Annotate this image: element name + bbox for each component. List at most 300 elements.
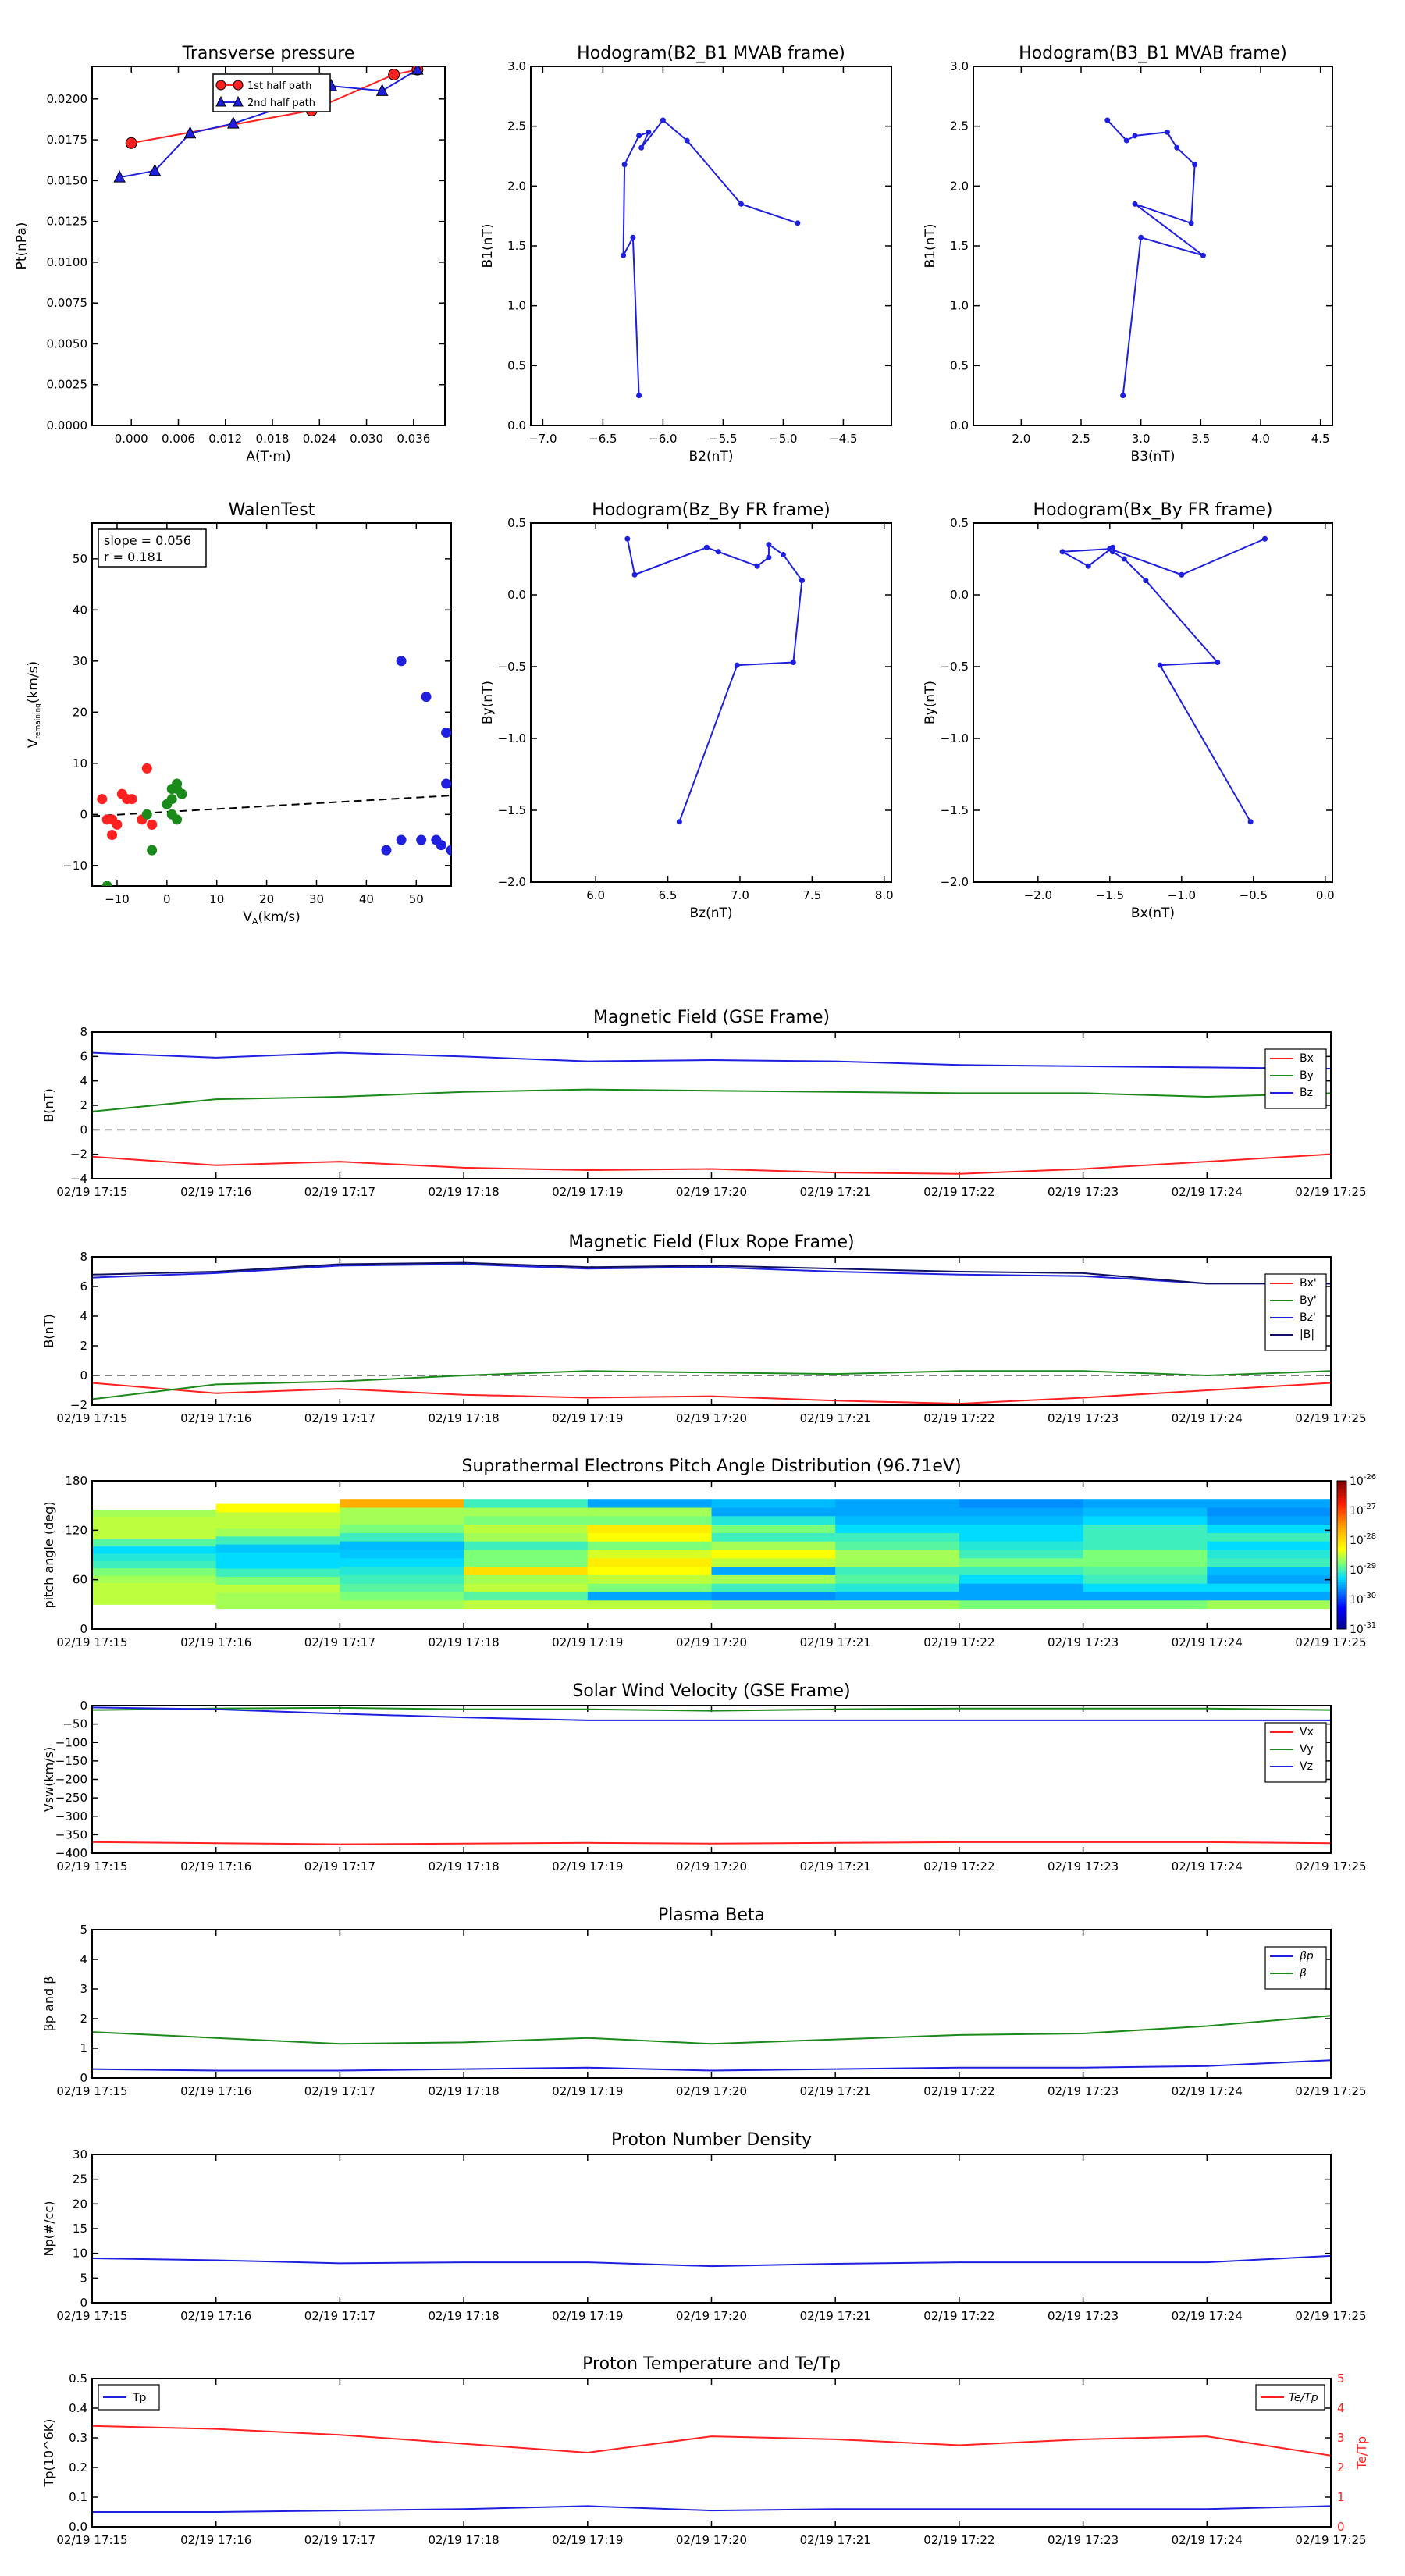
x-tick-label: 02/19 17:15 (56, 1859, 128, 1873)
plot-frame (92, 1706, 1331, 1853)
heatmap-cell (340, 1507, 464, 1516)
x-tick-label: 10 (209, 892, 225, 906)
heatmap-cell (216, 1585, 340, 1593)
y-tick-label: 0 (80, 2071, 87, 2085)
x-tick-label: 02/19 17:17 (304, 2533, 376, 2547)
chart-title: Transverse pressure (182, 44, 355, 63)
colorbar-cell (1337, 1525, 1346, 1528)
x-axis-label: B2(nT) (688, 449, 734, 464)
data-point (416, 835, 426, 845)
heatmap-cell (835, 1592, 959, 1600)
data-point (636, 133, 642, 138)
colorbar-cell (1337, 1567, 1346, 1571)
plot-frame (531, 66, 891, 425)
y-tick-label: 0.0150 (46, 173, 87, 188)
heatmap-cell (835, 1507, 959, 1516)
plot-area (92, 2256, 1331, 2266)
x-tick-label: 02/19 17:20 (675, 2084, 748, 2098)
y-tick-label: −0.5 (940, 660, 969, 674)
y-tick-label: −1.0 (940, 731, 969, 745)
x-axis-label-unit: (km/s) (258, 909, 301, 925)
x-tick-label: 02/19 17:23 (1047, 2533, 1119, 2547)
data-point (638, 145, 644, 151)
heatmap-cell (712, 1516, 836, 1525)
series-line-0 (624, 120, 798, 396)
colorbar-cell (1337, 1540, 1346, 1543)
y-tick-label: −350 (55, 1827, 87, 1842)
y-tick-label: 0.0 (507, 418, 526, 432)
x-tick-label: 02/19 17:18 (428, 1635, 500, 1649)
heatmap-cell (464, 1516, 588, 1525)
y-tick-label: 30 (72, 653, 87, 668)
y-tick-label: 60 (72, 1572, 87, 1587)
chart-h1 (480, 44, 891, 464)
colorbar-cell (1337, 1622, 1346, 1625)
heatmap-cell (1083, 1600, 1208, 1609)
x-tick-label: 0.012 (208, 432, 243, 446)
y-axis-label: By(nT) (480, 680, 496, 725)
y-axis-label: B1(nT) (923, 223, 938, 269)
colorbar-cell (1337, 1481, 1346, 1484)
data-point (1124, 138, 1129, 144)
colorbar-cell (1337, 1506, 1346, 1509)
y-tick-label: 0.5 (950, 516, 969, 530)
data-point (102, 881, 112, 891)
x-tick-label: 02/19 17:21 (799, 1185, 871, 1199)
y-tick-label: 30 (72, 2147, 87, 2161)
heatmap-cell (340, 1541, 464, 1550)
data-point (646, 130, 651, 135)
x-axis-label: $V_A(km/s)$ (243, 909, 301, 927)
colorbar-exp: -30 (1363, 1592, 1377, 1600)
heatmap-cell (959, 1583, 1083, 1592)
data-point (177, 789, 187, 799)
chart-walen (26, 500, 457, 927)
data-point (97, 794, 107, 804)
data-point (1189, 220, 1194, 226)
data-point (397, 656, 407, 666)
x-tick-label: 02/19 17:22 (923, 1411, 995, 1425)
series-line-Np (92, 2256, 1331, 2266)
y2-tick-label: 4 (1337, 2401, 1345, 2415)
x-tick-label: 02/19 17:25 (1295, 2309, 1367, 2323)
colorbar-cell (1337, 1533, 1346, 1536)
heatmap-cell (464, 1541, 588, 1550)
data-point (1165, 130, 1170, 135)
y-tick-label: 1.5 (507, 239, 526, 253)
y-tick-label: 180 (65, 1474, 87, 1488)
heatmap-cell (1083, 1507, 1208, 1516)
y-tick-label: 4 (80, 1309, 87, 1323)
series-line-Bz' (92, 1265, 1331, 1284)
heatmap-cell (340, 1600, 464, 1609)
y-tick-label: −2.0 (940, 875, 969, 889)
heatmap-cell (712, 1507, 836, 1516)
heatmap-cell (1083, 1592, 1208, 1600)
data-point (102, 814, 112, 824)
colorbar-cell (1337, 1557, 1346, 1560)
colorbar-cell (1337, 1513, 1346, 1516)
x-tick-label: 02/19 17:22 (923, 1185, 995, 1199)
y-tick-label: −4 (69, 1172, 87, 1186)
heatmap-cell (340, 1525, 464, 1533)
data-point (781, 552, 786, 557)
colorbar-cell (1337, 1518, 1346, 1521)
x-axis-label-sub: A (251, 916, 258, 927)
x-tick-label: 02/19 17:16 (180, 1185, 252, 1199)
x-tick-label: 02/19 17:25 (1295, 1411, 1367, 1425)
heatmap-cell (464, 1583, 588, 1592)
y-tick-label: 1.5 (950, 239, 969, 253)
x-tick-label: 6.5 (658, 888, 678, 902)
heatmap-cell (92, 1597, 216, 1605)
plot-area (621, 118, 800, 399)
plot-area (624, 536, 805, 824)
x-tick-label: −6.5 (589, 432, 617, 446)
data-point (1138, 235, 1144, 240)
heatmap-cell (712, 1583, 836, 1592)
y-tick-label: 0.5 (69, 2371, 87, 2386)
x-tick-label: 02/19 17:24 (1171, 1635, 1243, 1649)
y-axis-label: Vremaining(km/s) (26, 660, 42, 749)
annotation-slope: slope = 0.056 (104, 533, 191, 548)
heatmap-cell (712, 1532, 836, 1541)
chart-title: Hodogram(B3_B1 MVAB frame) (1019, 44, 1287, 63)
colorbar-cell (1337, 1614, 1346, 1617)
heatmap-cell (216, 1536, 340, 1545)
heatmap-cell (835, 1558, 959, 1567)
data-point (441, 779, 451, 789)
x-tick-label: 30 (308, 892, 325, 906)
legend-label: β (1300, 1967, 1307, 1980)
y-tick-label: 0.4 (69, 2401, 87, 2415)
plot-frame (92, 523, 451, 886)
heatmap-cell (216, 1600, 340, 1609)
y-axis-label-unit: (km/s) (26, 660, 41, 704)
chart-title: Proton Temperature and Te/Tp (582, 2354, 841, 2374)
colorbar-cell (1337, 1589, 1346, 1592)
chart-mag_fr (41, 1233, 1367, 1425)
heatmap-cell (464, 1507, 588, 1516)
heatmap-cell (588, 1550, 712, 1558)
x-tick-label: 02/19 17:18 (428, 2084, 500, 2098)
plot-frame (531, 523, 891, 882)
colorbar-cell (1337, 1572, 1346, 1575)
heatmap-cell (1083, 1583, 1208, 1592)
x-tick-label: −5.5 (709, 432, 738, 446)
x-tick-label: −4.5 (829, 432, 858, 446)
x-axis-label: B3(nT) (1130, 449, 1176, 464)
data-point (799, 578, 805, 583)
y-tick-label: −1.5 (940, 803, 969, 817)
heatmap-cell (1207, 1550, 1331, 1558)
y-tick-label: 0.2 (69, 2460, 87, 2475)
colorbar-base: 10 (1350, 1475, 1364, 1488)
plot-frame (92, 1032, 1331, 1179)
x-tick-label: 02/19 17:15 (56, 1185, 128, 1199)
colorbar-cell (1337, 1597, 1346, 1600)
x-tick-label: 02/19 17:24 (1171, 1185, 1243, 1199)
heatmap-cell (712, 1592, 836, 1600)
y-axis-label: pitch angle (deg) (41, 1501, 56, 1609)
x-tick-label: 02/19 17:19 (552, 1859, 624, 1873)
x-tick-label: 02/19 17:19 (552, 2084, 624, 2098)
x-tick-label: 02/19 17:21 (799, 1411, 871, 1425)
x-tick-label: 02/19 17:23 (1047, 1859, 1119, 1873)
data-point (1158, 663, 1163, 668)
x-tick-label: 02/19 17:18 (428, 1411, 500, 1425)
data-point (624, 536, 630, 542)
heatmap-cell (1207, 1600, 1331, 1609)
heatmap-cell (959, 1600, 1083, 1609)
x-tick-label: 0.036 (397, 432, 431, 446)
data-point (172, 779, 182, 789)
y-tick-label: −10 (62, 858, 87, 873)
x-tick-label: 02/19 17:19 (552, 2309, 624, 2323)
heatmap-cell (464, 1499, 588, 1507)
x-tick-label: 02/19 17:24 (1171, 2533, 1243, 2547)
heatmap-cell (340, 1567, 464, 1575)
data-point (685, 138, 690, 144)
x-tick-label: 2.5 (1072, 432, 1090, 446)
series-line-0 (628, 539, 802, 821)
x-tick-label: 02/19 17:20 (675, 2533, 748, 2547)
colorbar-cell (1337, 1530, 1346, 1533)
data-point (632, 572, 638, 578)
plot-area (1060, 536, 1268, 824)
x-tick-label: 02/19 17:23 (1047, 1411, 1119, 1425)
chart-h3 (480, 500, 894, 921)
heatmap-cell (464, 1592, 588, 1600)
heatmap-cell (216, 1592, 340, 1601)
data-point (1120, 393, 1126, 398)
heatmap-cell (92, 1553, 216, 1561)
x-tick-label: 02/19 17:16 (180, 2533, 252, 2547)
heatmap-cell (340, 1583, 464, 1592)
legend-label: Vy (1300, 1743, 1314, 1756)
plot-frame (973, 66, 1332, 425)
legend-marker (216, 80, 226, 90)
data-point (446, 845, 457, 856)
y-axis-label: Tp(10^6K) (41, 2418, 56, 2487)
colorbar-base: 10 (1350, 1505, 1364, 1517)
y-tick-label: 2.0 (507, 179, 526, 194)
y-tick-label: 1.0 (950, 298, 969, 313)
heatmap-cell (340, 1592, 464, 1600)
y-axis-label: B(nT) (41, 1314, 56, 1348)
heatmap-cell (1083, 1574, 1208, 1583)
x-tick-label: 02/19 17:25 (1295, 2533, 1367, 2547)
heatmap-cell (588, 1574, 712, 1583)
heatmap-cell (712, 1499, 836, 1507)
y-tick-label: 3.0 (950, 59, 969, 73)
y-tick-label: 0.0000 (46, 418, 87, 432)
heatmap-cell (464, 1525, 588, 1533)
x-tick-label: 0.0 (1315, 888, 1335, 902)
x-tick-label: 02/19 17:21 (799, 2533, 871, 2547)
y-tick-label: 0.0125 (46, 214, 87, 229)
colorbar-label (1350, 1473, 1376, 1488)
colorbar-cell (1337, 1500, 1346, 1503)
x-tick-label: 02/19 17:18 (428, 2533, 500, 2547)
x-tick-label: 4.0 (1251, 432, 1270, 446)
data-point (795, 220, 800, 226)
legend-marker (233, 80, 243, 90)
y-tick-label: 0.5 (507, 516, 526, 530)
legend-label: Vx (1300, 1726, 1314, 1738)
colorbar-cell (1337, 1610, 1346, 1613)
heatmap-cell (588, 1507, 712, 1516)
heatmap-cell (712, 1574, 836, 1583)
colorbar-cell (1337, 1624, 1346, 1628)
y-tick-label: 0.0075 (46, 296, 87, 311)
x-tick-label: 02/19 17:16 (180, 1859, 252, 1873)
legend-label: Te/Tp (1289, 2392, 1318, 2404)
heatmap-cell (216, 1552, 340, 1560)
colorbar-exp: -28 (1363, 1532, 1377, 1541)
data-point (716, 549, 721, 554)
y-tick-label: −50 (62, 1717, 87, 1731)
data-point (441, 728, 451, 738)
series-line-Bx (92, 1155, 1331, 1174)
heatmap-cell (959, 1550, 1083, 1558)
y-tick-label: 0.0200 (46, 91, 87, 106)
y-tick-label: 2.0 (950, 179, 969, 194)
data-point (1200, 253, 1206, 258)
chart-title: Hodogram(B2_B1 MVAB frame) (577, 44, 845, 63)
data-point (107, 830, 117, 840)
data-point (389, 69, 400, 80)
y-tick-label: 0.0 (950, 418, 969, 432)
chart-mag_gse (41, 1008, 1367, 1199)
legend-label: Bz (1300, 1087, 1313, 1099)
x-tick-label: 02/19 17:16 (180, 2084, 252, 2098)
x-tick-label: 0 (163, 892, 171, 906)
heatmap-cell (340, 1550, 464, 1558)
plot-area (92, 1263, 1331, 1404)
x-tick-label: 02/19 17:15 (56, 1635, 128, 1649)
annotation-r: r = 0.181 (104, 550, 163, 564)
x-tick-label: 50 (408, 892, 424, 906)
x-tick-label: −10 (105, 892, 130, 906)
y-tick-label: 1 (80, 2041, 87, 2055)
data-point (704, 545, 710, 550)
colorbar-cell (1337, 1607, 1346, 1610)
y2-tick-label: 0 (1337, 2520, 1345, 2534)
y-tick-label: 2 (80, 1339, 87, 1353)
x-tick-label: 02/19 17:20 (675, 1635, 748, 1649)
x-axis-label: A(T·m) (246, 449, 291, 464)
plot-frame (973, 523, 1332, 882)
data-point (167, 794, 177, 804)
x-tick-label: 02/19 17:20 (675, 1411, 748, 1425)
data-point (738, 201, 744, 207)
colorbar-cell (1337, 1498, 1346, 1501)
data-point (1215, 660, 1220, 665)
colorbar-cell (1337, 1521, 1346, 1524)
x-tick-label: 02/19 17:20 (675, 2309, 748, 2323)
legend-label: Vz (1300, 1760, 1313, 1773)
y-tick-label: 40 (72, 603, 87, 617)
colorbar-cell (1337, 1587, 1346, 1590)
x-tick-label: 02/19 17:17 (304, 1635, 376, 1649)
data-point (1122, 557, 1127, 562)
colorbar-cell (1337, 1617, 1346, 1620)
data-point (147, 820, 157, 830)
colorbar-label (1350, 1592, 1376, 1606)
heatmap-cell (835, 1541, 959, 1550)
x-tick-label: 02/19 17:25 (1295, 1635, 1367, 1649)
legend-label: 1st half path (247, 80, 312, 92)
heatmap-cell (835, 1574, 959, 1583)
y-tick-label: 3.0 (507, 59, 526, 73)
data-point (791, 660, 796, 665)
heatmap-cell (588, 1532, 712, 1541)
colorbar-cell (1337, 1612, 1346, 1615)
chart-title: Magnetic Field (GSE Frame) (592, 1008, 831, 1027)
series-line-Vx (92, 1842, 1331, 1845)
heatmap-cell (1083, 1499, 1208, 1507)
y-axis-label: Vsw(km/s) (41, 1746, 56, 1813)
heatmap-cell (959, 1541, 1083, 1550)
colorbar-cell (1337, 1523, 1346, 1526)
heatmap-cell (588, 1516, 712, 1525)
heatmap-cell (835, 1532, 959, 1541)
x-tick-label: −7.0 (528, 432, 557, 446)
heatmap-cell (464, 1550, 588, 1558)
colorbar-label (1350, 1503, 1376, 1517)
series-line-Bz (92, 1053, 1331, 1069)
y-tick-label: 0 (80, 1368, 87, 1382)
data-point (436, 840, 446, 850)
x-tick-label: 02/19 17:17 (304, 1185, 376, 1199)
x-tick-label: 0.030 (350, 432, 384, 446)
y-axis-label-sub: remaining (34, 703, 42, 739)
data-point (660, 118, 666, 123)
x-tick-label: 02/19 17:21 (799, 2084, 871, 2098)
y-tick-label: −2 (69, 1398, 87, 1412)
colorbar-cell (1337, 1489, 1346, 1492)
x-tick-label: 02/19 17:23 (1047, 1185, 1119, 1199)
y-tick-label: 0.0 (69, 2520, 87, 2534)
heatmap-cell (340, 1516, 464, 1525)
x-tick-label: 2.0 (1012, 432, 1031, 446)
y-axis-label: Np(#/cc) (41, 2201, 56, 2257)
heatmap-cell (712, 1558, 836, 1567)
heatmap-cell (464, 1574, 588, 1583)
data-point (622, 162, 628, 167)
x-tick-label: 02/19 17:18 (428, 1859, 500, 1873)
data-point (1143, 578, 1148, 583)
colorbar-label (1350, 1532, 1376, 1547)
legend-label: Tp (133, 2392, 147, 2404)
colorbar-exp: -26 (1363, 1473, 1377, 1482)
heatmap-cell (959, 1516, 1083, 1525)
heatmap-cell (340, 1558, 464, 1567)
heatmap-cell (959, 1574, 1083, 1583)
heatmap-cell (92, 1532, 216, 1539)
y-tick-label: 2 (80, 2012, 87, 2026)
heatmap-cell (1207, 1558, 1331, 1567)
heatmap-cell (92, 1546, 216, 1554)
heatmap-cell (1083, 1525, 1208, 1533)
x-tick-label: 02/19 17:20 (675, 1859, 748, 1873)
y-tick-label: 0.0050 (46, 336, 87, 351)
x-tick-label: 0.000 (114, 432, 148, 446)
y-tick-label: −300 (55, 1809, 87, 1823)
chart-beta (41, 1905, 1367, 2098)
y-tick-label: 5 (80, 1923, 87, 1937)
